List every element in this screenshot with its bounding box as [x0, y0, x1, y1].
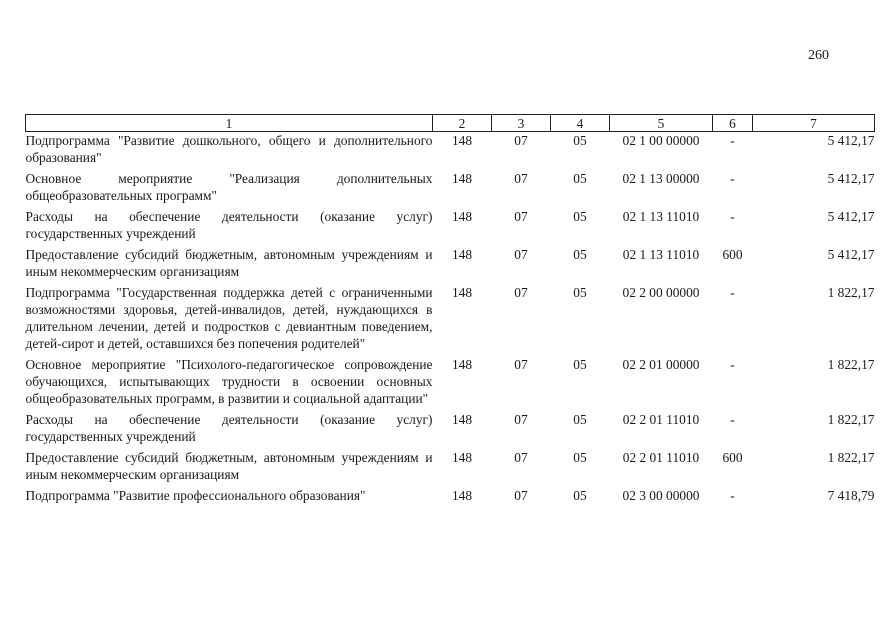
table-row	[26, 208, 875, 246]
row-col-4: 05	[573, 171, 587, 186]
row-col-5: 02 2 01 00000	[622, 357, 700, 372]
row-description: Предоставление субсидий бюджетным, автономным учреждениям и иным некоммерческим организациям	[25, 450, 433, 482]
row-col-7: 7 418,79	[827, 488, 875, 503]
row-col-3: 07	[514, 133, 528, 148]
row-description: Подпрограмма "Развитие дошкольного, общего и дополнительного образования"	[25, 133, 433, 165]
row-col-5: 02 1 13 11010	[622, 209, 700, 224]
row-col-4: 05	[573, 285, 587, 300]
row-col-4: 05	[573, 450, 587, 465]
row-col-2: 148	[451, 488, 473, 503]
row-description: Основное мероприятие "Реализация дополнительных общеобразовательных программ"	[25, 171, 433, 203]
row-col-5: 02 1 00 00000	[622, 133, 700, 148]
row-col-3: 07	[514, 357, 528, 372]
column-header: 4	[551, 115, 610, 132]
row-col-7: 1 822,17	[827, 412, 875, 427]
row-col-7: 5 412,17	[827, 209, 875, 224]
row-col-5: 02 1 13 11010	[622, 247, 700, 262]
row-col-4: 05	[573, 357, 587, 372]
row-description: Основное мероприятие "Психолого-педагогическое сопровождение обучающихся, испытывающих трудности в освоении основных общеобразовательных программ, в развитии и социальной адаптации"	[25, 357, 433, 406]
budget-table	[25, 114, 875, 508]
row-col-5: 02 2 01 11010	[622, 450, 700, 465]
row-col-7: 5 412,17	[827, 247, 875, 262]
row-col-3: 07	[514, 488, 528, 503]
row-col-3: 07	[514, 285, 528, 300]
table-header-row	[26, 115, 875, 132]
row-col-3: 07	[514, 171, 528, 186]
row-col-2: 148	[451, 450, 473, 465]
row-col-7: 5 412,17	[827, 133, 875, 148]
row-description: Расходы на обеспечение деятельности (оказание услуг) государственных учреждений	[25, 209, 433, 241]
row-col-6: -	[730, 285, 735, 300]
row-col-3: 07	[514, 209, 528, 224]
column-header: 2	[433, 115, 492, 132]
table-row	[26, 487, 875, 508]
row-col-2: 148	[451, 357, 473, 372]
row-col-7: 5 412,17	[827, 171, 875, 186]
row-col-6: -	[730, 357, 735, 372]
row-col-7: 1 822,17	[827, 357, 875, 372]
table-row	[26, 170, 875, 208]
row-col-4: 05	[573, 209, 587, 224]
row-col-5: 02 3 00 00000	[622, 488, 700, 503]
row-col-5: 02 2 01 11010	[622, 412, 700, 427]
row-col-3: 07	[514, 412, 528, 427]
row-col-2: 148	[451, 247, 473, 262]
row-col-2: 148	[451, 285, 473, 300]
row-col-7: 1 822,17	[827, 285, 875, 300]
row-col-6: -	[730, 133, 735, 148]
column-header: 5	[610, 115, 713, 132]
table-row	[26, 356, 875, 411]
table-row	[26, 449, 875, 487]
table-row	[26, 246, 875, 284]
row-description: Подпрограмма "Государственная поддержка детей с ограниченными возможностями здоровья, детей-инвалидов, детей, нуждающихся в длительном лечении, детей и подростков с девиантным поведением, детей-сирот и детей, оставшихся без попечения родителей"	[25, 285, 433, 351]
row-col-6: -	[730, 488, 735, 503]
row-col-3: 07	[514, 450, 528, 465]
row-col-4: 05	[573, 412, 587, 427]
table-row	[26, 284, 875, 356]
page-number: 260	[808, 48, 829, 63]
table-row	[26, 411, 875, 449]
row-col-6: -	[730, 209, 735, 224]
row-col-5: 02 2 00 00000	[622, 285, 700, 300]
column-header: 3	[492, 115, 551, 132]
row-col-2: 148	[451, 171, 473, 186]
row-col-7: 1 822,17	[827, 450, 875, 465]
row-col-6: 600	[722, 450, 743, 465]
row-description: Предоставление субсидий бюджетным, автономным учреждениям и иным некоммерческим организациям	[25, 247, 433, 279]
table-row	[26, 132, 875, 171]
row-col-3: 07	[514, 247, 528, 262]
row-col-2: 148	[451, 133, 473, 148]
row-col-6: -	[730, 171, 735, 186]
row-col-2: 148	[451, 209, 473, 224]
row-col-6: -	[730, 412, 735, 427]
column-header: 6	[713, 115, 753, 132]
column-header: 1	[26, 115, 433, 132]
row-description: Подпрограмма "Развитие профессионального образования"	[25, 488, 366, 503]
column-header: 7	[753, 115, 875, 132]
row-col-6: 600	[722, 247, 743, 262]
row-col-4: 05	[573, 247, 587, 262]
row-description: Расходы на обеспечение деятельности (оказание услуг) государственных учреждений	[25, 412, 433, 444]
row-col-4: 05	[573, 133, 587, 148]
row-col-4: 05	[573, 488, 587, 503]
row-col-2: 148	[451, 412, 473, 427]
row-col-5: 02 1 13 00000	[622, 171, 700, 186]
